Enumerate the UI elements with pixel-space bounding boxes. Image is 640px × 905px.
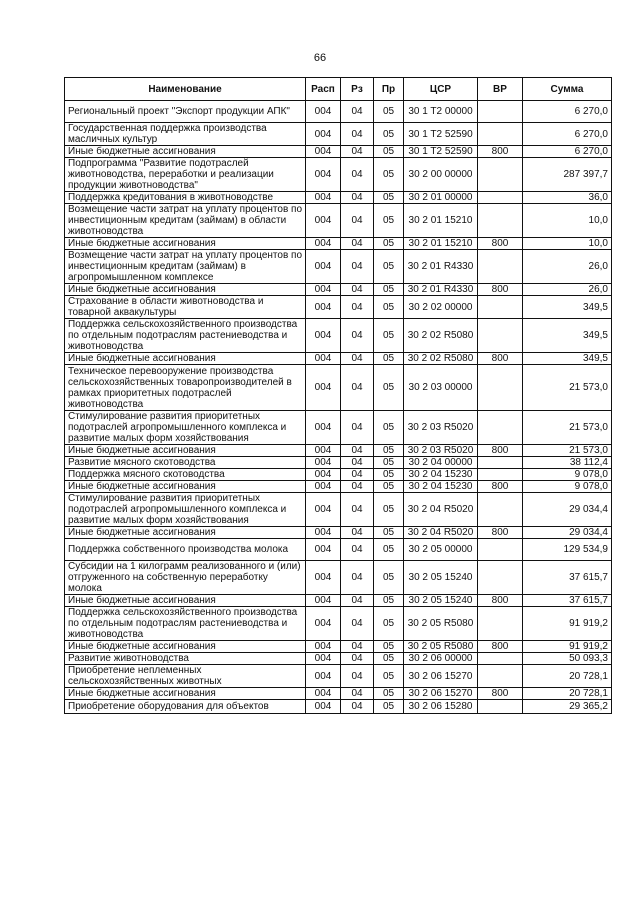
cell-vr [478, 192, 523, 204]
cell-name: Иные бюджетные ассигнования [65, 284, 306, 296]
cell-rasp: 004 [306, 469, 341, 481]
table-row [65, 192, 612, 204]
cell-vr [478, 457, 523, 469]
cell-csr: 30 2 01 15210 [404, 204, 478, 238]
header-rz: Рз [341, 78, 374, 101]
cell-rasp: 004 [306, 700, 341, 714]
cell-rz: 04 [341, 457, 374, 469]
cell-rz: 04 [341, 284, 374, 296]
cell-csr: 30 1 T2 52590 [404, 123, 478, 146]
cell-sum: 6 270,0 [523, 101, 612, 123]
cell-rz: 04 [341, 527, 374, 539]
cell-rasp: 004 [306, 411, 341, 445]
cell-vr: 800 [478, 445, 523, 457]
cell-rasp: 004 [306, 607, 341, 641]
table-row [65, 204, 612, 238]
cell-pr: 05 [374, 365, 404, 411]
cell-rasp: 004 [306, 250, 341, 284]
cell-rasp: 004 [306, 204, 341, 238]
cell-name: Иные бюджетные ассигнования [65, 238, 306, 250]
cell-rz: 04 [341, 353, 374, 365]
cell-pr: 05 [374, 700, 404, 714]
cell-rz: 04 [341, 665, 374, 688]
cell-name: Иные бюджетные ассигнования [65, 146, 306, 158]
cell-vr [478, 561, 523, 595]
table-row [65, 123, 612, 146]
cell-csr: 30 2 03 R5020 [404, 445, 478, 457]
cell-csr: 30 2 05 00000 [404, 539, 478, 561]
cell-csr: 30 2 02 R5080 [404, 319, 478, 353]
cell-sum: 129 534,9 [523, 539, 612, 561]
cell-vr [478, 653, 523, 665]
cell-rz: 04 [341, 101, 374, 123]
cell-rasp: 004 [306, 481, 341, 493]
cell-pr: 05 [374, 539, 404, 561]
table-row [65, 319, 612, 353]
cell-sum: 349,5 [523, 353, 612, 365]
table-row [65, 353, 612, 365]
cell-rz: 04 [341, 250, 374, 284]
cell-rz: 04 [341, 561, 374, 595]
cell-name: Иные бюджетные ассигнования [65, 688, 306, 700]
cell-rasp: 004 [306, 284, 341, 296]
cell-pr: 05 [374, 688, 404, 700]
cell-vr [478, 204, 523, 238]
cell-pr: 05 [374, 123, 404, 146]
cell-pr: 05 [374, 665, 404, 688]
cell-sum: 29 365,2 [523, 700, 612, 714]
cell-name: Развитие животноводства [65, 653, 306, 665]
cell-rasp: 004 [306, 653, 341, 665]
cell-name: Иные бюджетные ассигнования [65, 595, 306, 607]
budget-table [64, 77, 612, 714]
table-header [65, 78, 612, 101]
cell-csr: 30 2 06 15280 [404, 700, 478, 714]
cell-rasp: 004 [306, 238, 341, 250]
cell-sum: 91 919,2 [523, 607, 612, 641]
table-row [65, 250, 612, 284]
table-row [65, 411, 612, 445]
cell-name: Иные бюджетные ассигнования [65, 527, 306, 539]
cell-pr: 05 [374, 284, 404, 296]
cell-csr: 30 2 04 R5020 [404, 527, 478, 539]
cell-vr: 800 [478, 595, 523, 607]
cell-sum: 50 093,3 [523, 653, 612, 665]
cell-sum: 29 034,4 [523, 527, 612, 539]
table-row [65, 158, 612, 192]
cell-pr: 05 [374, 653, 404, 665]
cell-sum: 37 615,7 [523, 595, 612, 607]
cell-sum: 21 573,0 [523, 445, 612, 457]
cell-pr: 05 [374, 481, 404, 493]
table-row [65, 700, 612, 714]
cell-vr [478, 539, 523, 561]
cell-sum: 6 270,0 [523, 146, 612, 158]
cell-csr: 30 2 03 R5020 [404, 411, 478, 445]
cell-csr: 30 2 06 00000 [404, 653, 478, 665]
cell-csr: 30 2 05 R5080 [404, 641, 478, 653]
cell-name: Иные бюджетные ассигнования [65, 353, 306, 365]
cell-csr: 30 1 T2 00000 [404, 101, 478, 123]
cell-csr: 30 2 04 R5020 [404, 493, 478, 527]
cell-name: Субсидии на 1 килограмм реализованного и (или) отгруженного на собственную переработку молока [65, 561, 306, 595]
cell-sum: 91 919,2 [523, 641, 612, 653]
cell-sum: 26,0 [523, 284, 612, 296]
table-row [65, 296, 612, 319]
cell-rz: 04 [341, 411, 374, 445]
table-row [65, 493, 612, 527]
cell-csr: 30 2 00 00000 [404, 158, 478, 192]
table-row [65, 653, 612, 665]
cell-csr: 30 2 06 15270 [404, 688, 478, 700]
cell-name: Страхование в области животноводства и товарной аквакультуры [65, 296, 306, 319]
table-row [65, 469, 612, 481]
cell-pr: 05 [374, 561, 404, 595]
page-number: 66 [313, 52, 327, 64]
cell-pr: 05 [374, 353, 404, 365]
cell-name: Стимулирование развития приоритетных подотраслей агропромышленного комплекса и развитие малых форм хозяйствования [65, 493, 306, 527]
cell-csr: 30 2 01 R4330 [404, 284, 478, 296]
cell-vr [478, 493, 523, 527]
table-row [65, 481, 612, 493]
cell-csr: 30 2 04 15230 [404, 481, 478, 493]
cell-name: Возмещение части затрат на уплату процентов по инвестиционным кредитам (займам) в агропромышленном комплексе [65, 250, 306, 284]
table-row [65, 641, 612, 653]
cell-rasp: 004 [306, 595, 341, 607]
cell-csr: 30 2 01 00000 [404, 192, 478, 204]
cell-rz: 04 [341, 445, 374, 457]
cell-name: Государственная поддержка производства масличных культур [65, 123, 306, 146]
table-row [65, 445, 612, 457]
cell-rasp: 004 [306, 146, 341, 158]
cell-rz: 04 [341, 365, 374, 411]
cell-pr: 05 [374, 493, 404, 527]
table-row [65, 665, 612, 688]
cell-vr [478, 296, 523, 319]
cell-pr: 05 [374, 641, 404, 653]
header-row [65, 78, 612, 101]
cell-rz: 04 [341, 192, 374, 204]
cell-vr [478, 123, 523, 146]
cell-sum: 10,0 [523, 238, 612, 250]
cell-rz: 04 [341, 539, 374, 561]
cell-sum: 21 573,0 [523, 411, 612, 445]
cell-sum: 20 728,1 [523, 688, 612, 700]
cell-rz: 04 [341, 481, 374, 493]
table-row [65, 607, 612, 641]
cell-rasp: 004 [306, 192, 341, 204]
cell-vr [478, 665, 523, 688]
cell-rasp: 004 [306, 319, 341, 353]
table-body [65, 101, 612, 714]
cell-rz: 04 [341, 493, 374, 527]
cell-name: Приобретение оборудования для объектов [65, 700, 306, 714]
cell-rasp: 004 [306, 688, 341, 700]
cell-name: Поддержка мясного скотоводства [65, 469, 306, 481]
cell-pr: 05 [374, 250, 404, 284]
cell-vr [478, 469, 523, 481]
cell-rz: 04 [341, 123, 374, 146]
cell-rz: 04 [341, 158, 374, 192]
cell-rz: 04 [341, 607, 374, 641]
cell-csr: 30 2 02 R5080 [404, 353, 478, 365]
cell-rz: 04 [341, 688, 374, 700]
cell-vr: 800 [478, 353, 523, 365]
cell-sum: 20 728,1 [523, 665, 612, 688]
cell-vr [478, 700, 523, 714]
cell-name: Возмещение части затрат на уплату процентов по инвестиционным кредитам (займам) в области животноводства [65, 204, 306, 238]
cell-rz: 04 [341, 204, 374, 238]
cell-csr: 30 2 01 15210 [404, 238, 478, 250]
cell-rz: 04 [341, 641, 374, 653]
cell-vr: 800 [478, 481, 523, 493]
cell-pr: 05 [374, 204, 404, 238]
cell-rz: 04 [341, 238, 374, 250]
cell-csr: 30 2 04 00000 [404, 457, 478, 469]
table-row [65, 527, 612, 539]
cell-sum: 349,5 [523, 319, 612, 353]
header-rasp: Расп [306, 78, 341, 101]
cell-rz: 04 [341, 319, 374, 353]
cell-rasp: 004 [306, 457, 341, 469]
header-name: Наименование [65, 78, 306, 101]
cell-name: Поддержка сельскохозяйственного производства по отдельным подотраслям растениеводства и животноводства [65, 607, 306, 641]
cell-csr: 30 2 03 00000 [404, 365, 478, 411]
cell-name: Подпрограмма "Развитие подотраслей животноводства, переработки и реализации продукции животноводства" [65, 158, 306, 192]
cell-vr: 800 [478, 527, 523, 539]
cell-rz: 04 [341, 595, 374, 607]
cell-sum: 9 078,0 [523, 481, 612, 493]
cell-vr: 800 [478, 641, 523, 653]
cell-rasp: 004 [306, 445, 341, 457]
cell-vr [478, 101, 523, 123]
cell-name: Стимулирование развития приоритетных подотраслей агропромышленного комплекса и развитие малых форм хозяйствования [65, 411, 306, 445]
cell-vr [478, 250, 523, 284]
cell-pr: 05 [374, 469, 404, 481]
cell-rasp: 004 [306, 665, 341, 688]
cell-sum: 26,0 [523, 250, 612, 284]
cell-pr: 05 [374, 527, 404, 539]
cell-csr: 30 2 05 R5080 [404, 607, 478, 641]
cell-rz: 04 [341, 469, 374, 481]
cell-rz: 04 [341, 700, 374, 714]
cell-vr [478, 411, 523, 445]
cell-rasp: 004 [306, 539, 341, 561]
cell-rasp: 004 [306, 527, 341, 539]
cell-pr: 05 [374, 192, 404, 204]
cell-pr: 05 [374, 607, 404, 641]
cell-csr: 30 2 05 15240 [404, 595, 478, 607]
cell-name: Поддержка сельскохозяйственного производства по отдельным подотраслям растениеводства и животноводства [65, 319, 306, 353]
cell-pr: 05 [374, 238, 404, 250]
table-row [65, 561, 612, 595]
cell-rasp: 004 [306, 365, 341, 411]
cell-sum: 29 034,4 [523, 493, 612, 527]
cell-rz: 04 [341, 296, 374, 319]
cell-vr: 800 [478, 146, 523, 158]
cell-pr: 05 [374, 445, 404, 457]
cell-sum: 21 573,0 [523, 365, 612, 411]
table-row [65, 284, 612, 296]
cell-name: Приобретение неплеменных сельскохозяйственных животных [65, 665, 306, 688]
cell-rasp: 004 [306, 123, 341, 146]
table-row [65, 238, 612, 250]
cell-pr: 05 [374, 595, 404, 607]
cell-sum: 9 078,0 [523, 469, 612, 481]
cell-name: Поддержка кредитования в животноводстве [65, 192, 306, 204]
cell-csr: 30 2 06 15270 [404, 665, 478, 688]
cell-sum: 10,0 [523, 204, 612, 238]
cell-vr [478, 607, 523, 641]
cell-sum: 287 397,7 [523, 158, 612, 192]
cell-sum: 37 615,7 [523, 561, 612, 595]
cell-csr: 30 2 04 15230 [404, 469, 478, 481]
header-vr: ВР [478, 78, 523, 101]
cell-pr: 05 [374, 146, 404, 158]
cell-pr: 05 [374, 296, 404, 319]
cell-name: Иные бюджетные ассигнования [65, 641, 306, 653]
header-csr: ЦСР [404, 78, 478, 101]
table-row [65, 365, 612, 411]
cell-vr [478, 365, 523, 411]
cell-vr: 800 [478, 284, 523, 296]
cell-pr: 05 [374, 158, 404, 192]
cell-csr: 30 2 02 00000 [404, 296, 478, 319]
cell-pr: 05 [374, 319, 404, 353]
cell-name: Поддержка собственного производства молока [65, 539, 306, 561]
cell-rz: 04 [341, 653, 374, 665]
cell-pr: 05 [374, 457, 404, 469]
cell-sum: 349,5 [523, 296, 612, 319]
cell-rasp: 004 [306, 493, 341, 527]
table-row [65, 595, 612, 607]
cell-csr: 30 2 01 R4330 [404, 250, 478, 284]
header-sum: Сумма [523, 78, 612, 101]
cell-rz: 04 [341, 146, 374, 158]
cell-csr: 30 2 05 15240 [404, 561, 478, 595]
cell-pr: 05 [374, 101, 404, 123]
table-row [65, 457, 612, 469]
table-row [65, 688, 612, 700]
cell-vr [478, 158, 523, 192]
table-row [65, 146, 612, 158]
cell-rasp: 004 [306, 158, 341, 192]
cell-vr [478, 319, 523, 353]
cell-rasp: 004 [306, 353, 341, 365]
cell-rasp: 004 [306, 296, 341, 319]
cell-rasp: 004 [306, 561, 341, 595]
cell-name: Региональный проект "Экспорт продукции АПК" [65, 101, 306, 123]
cell-name: Техническое перевооружение производства сельскохозяйственных товаропроизводителей в рамках приоритетных подотраслей животноводства [65, 365, 306, 411]
cell-rasp: 004 [306, 641, 341, 653]
cell-csr: 30 1 T2 52590 [404, 146, 478, 158]
cell-pr: 05 [374, 411, 404, 445]
table-row [65, 539, 612, 561]
cell-sum: 36,0 [523, 192, 612, 204]
cell-rasp: 004 [306, 101, 341, 123]
cell-sum: 38 112,4 [523, 457, 612, 469]
cell-vr: 800 [478, 688, 523, 700]
cell-name: Иные бюджетные ассигнования [65, 445, 306, 457]
cell-sum: 6 270,0 [523, 123, 612, 146]
cell-name: Развитие мясного скотоводства [65, 457, 306, 469]
cell-vr: 800 [478, 238, 523, 250]
cell-name: Иные бюджетные ассигнования [65, 481, 306, 493]
header-pr: Пр [374, 78, 404, 101]
table-row [65, 101, 612, 123]
